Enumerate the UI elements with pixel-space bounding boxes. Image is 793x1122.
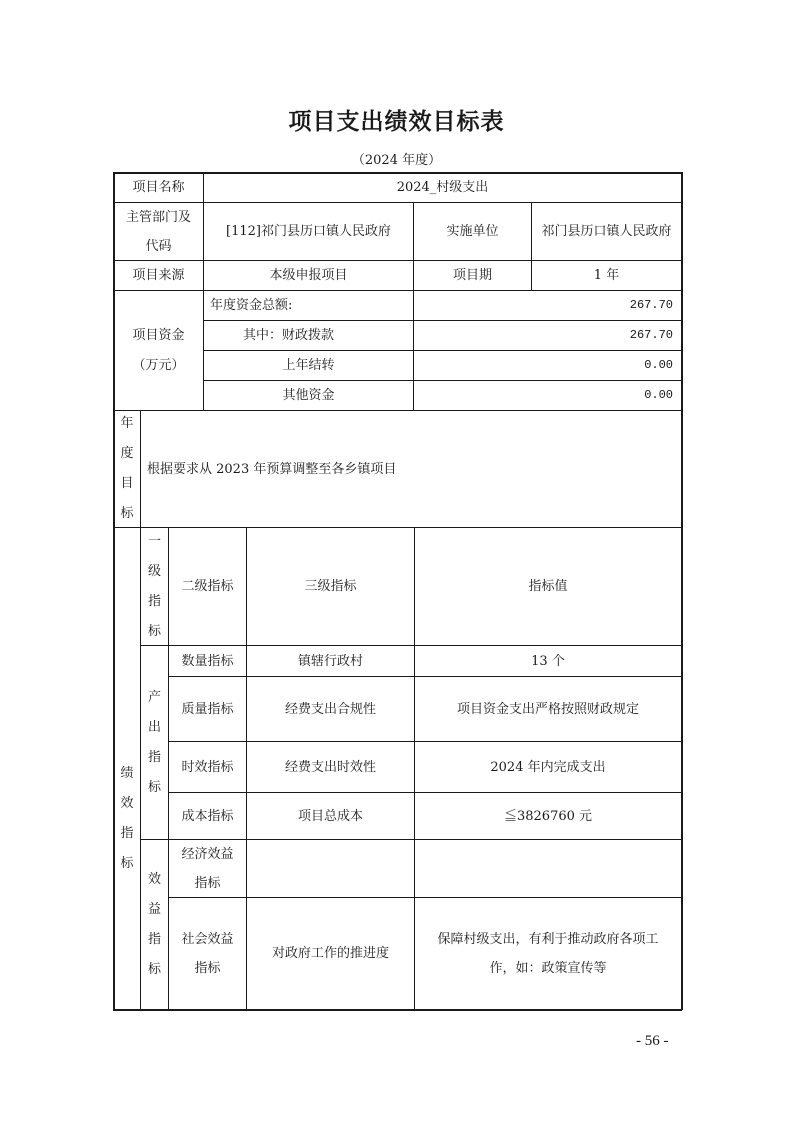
table-row-value: ≦3826760 元 (503, 808, 593, 824)
table-row-l3: 经费支出合规性 (284, 701, 376, 717)
header-level3: 三级指标 (304, 579, 357, 594)
funds-carryover-value: 0.00 (644, 358, 673, 372)
table-row-l3: 镇辖行政村 (297, 653, 363, 669)
impl-label: 实施单位 (446, 224, 499, 239)
table-row-value: 2024 年内完成支出 (490, 759, 606, 775)
funds-label: 项目资金 （万元） (132, 327, 185, 373)
table-row-value: 13 个 (531, 653, 565, 669)
funds-total-label: 年度资金总额: (210, 298, 293, 313)
benefit-indicator-label: 效 益 指 标 (147, 871, 161, 977)
header-level2: 二级指标 (181, 579, 234, 594)
header-level1: 一 级 指 标 (147, 533, 161, 639)
header-value: 指标值 (528, 579, 568, 594)
table-row-l3: 经费支出时效性 (284, 759, 376, 775)
project-name-value: 2024_村级支出 (396, 180, 489, 195)
page-title: 项目支出绩效目标表 (288, 109, 505, 135)
annual-goal-label: 年 度 目 标 (120, 416, 134, 521)
annual-goal-value: 根据要求从 2023 年预算调整至各乡镇项目 (147, 461, 397, 477)
funds-other-value: 0.00 (644, 388, 673, 402)
source-label: 项目来源 (132, 268, 185, 283)
table-row-l2: 时效指标 (181, 759, 234, 775)
source-value: 本级申报项目 (269, 268, 348, 283)
table-row-value (415, 840, 681, 897)
table-row-l2: 质量指标 (181, 701, 234, 717)
table-row-l3: 对政府工作的推进度 (271, 946, 389, 961)
output-indicator-label: 产 出 指 标 (147, 689, 161, 795)
dept-value: [112]祁门县历口镇人民政府 (226, 224, 391, 239)
funds-total-value: 267.70 (629, 298, 673, 312)
table-row-l2: 经济效益指标 (181, 846, 234, 891)
table-row-l3 (247, 840, 414, 897)
funds-fiscal-label: 其中：财政拨款 (242, 328, 334, 343)
project-name-label: 项目名称 (132, 180, 185, 195)
table-row-value: 项目资金支出严格按照财政规定 (456, 701, 639, 717)
period-label: 项目期 (452, 268, 492, 283)
impl-value: 祁门县历口镇人民政府 (541, 224, 672, 239)
table-row-l2: 社会效益指标 (181, 931, 234, 976)
year-subtitle: （2024 年度） (351, 153, 442, 168)
perf-indicator-label: 绩 效 指 标 (120, 765, 134, 871)
funds-carryover-label: 上年结转 (282, 358, 335, 373)
table-row-value: 保障村级支出，有利于推动政府各项工作，如：政策宣传等 (437, 931, 659, 976)
table-row-l2: 成本指标 (181, 808, 234, 824)
dept-label: 主管部门及代码 (126, 209, 192, 254)
funds-fiscal-value: 267.70 (629, 328, 673, 342)
table-row-l3: 项目总成本 (297, 808, 363, 824)
table-row-l2: 数量指标 (181, 653, 234, 669)
period-value: 1 年 (593, 268, 620, 283)
page-number: - 56 - (636, 1033, 669, 1049)
funds-other-label: 其他资金 (282, 388, 335, 403)
